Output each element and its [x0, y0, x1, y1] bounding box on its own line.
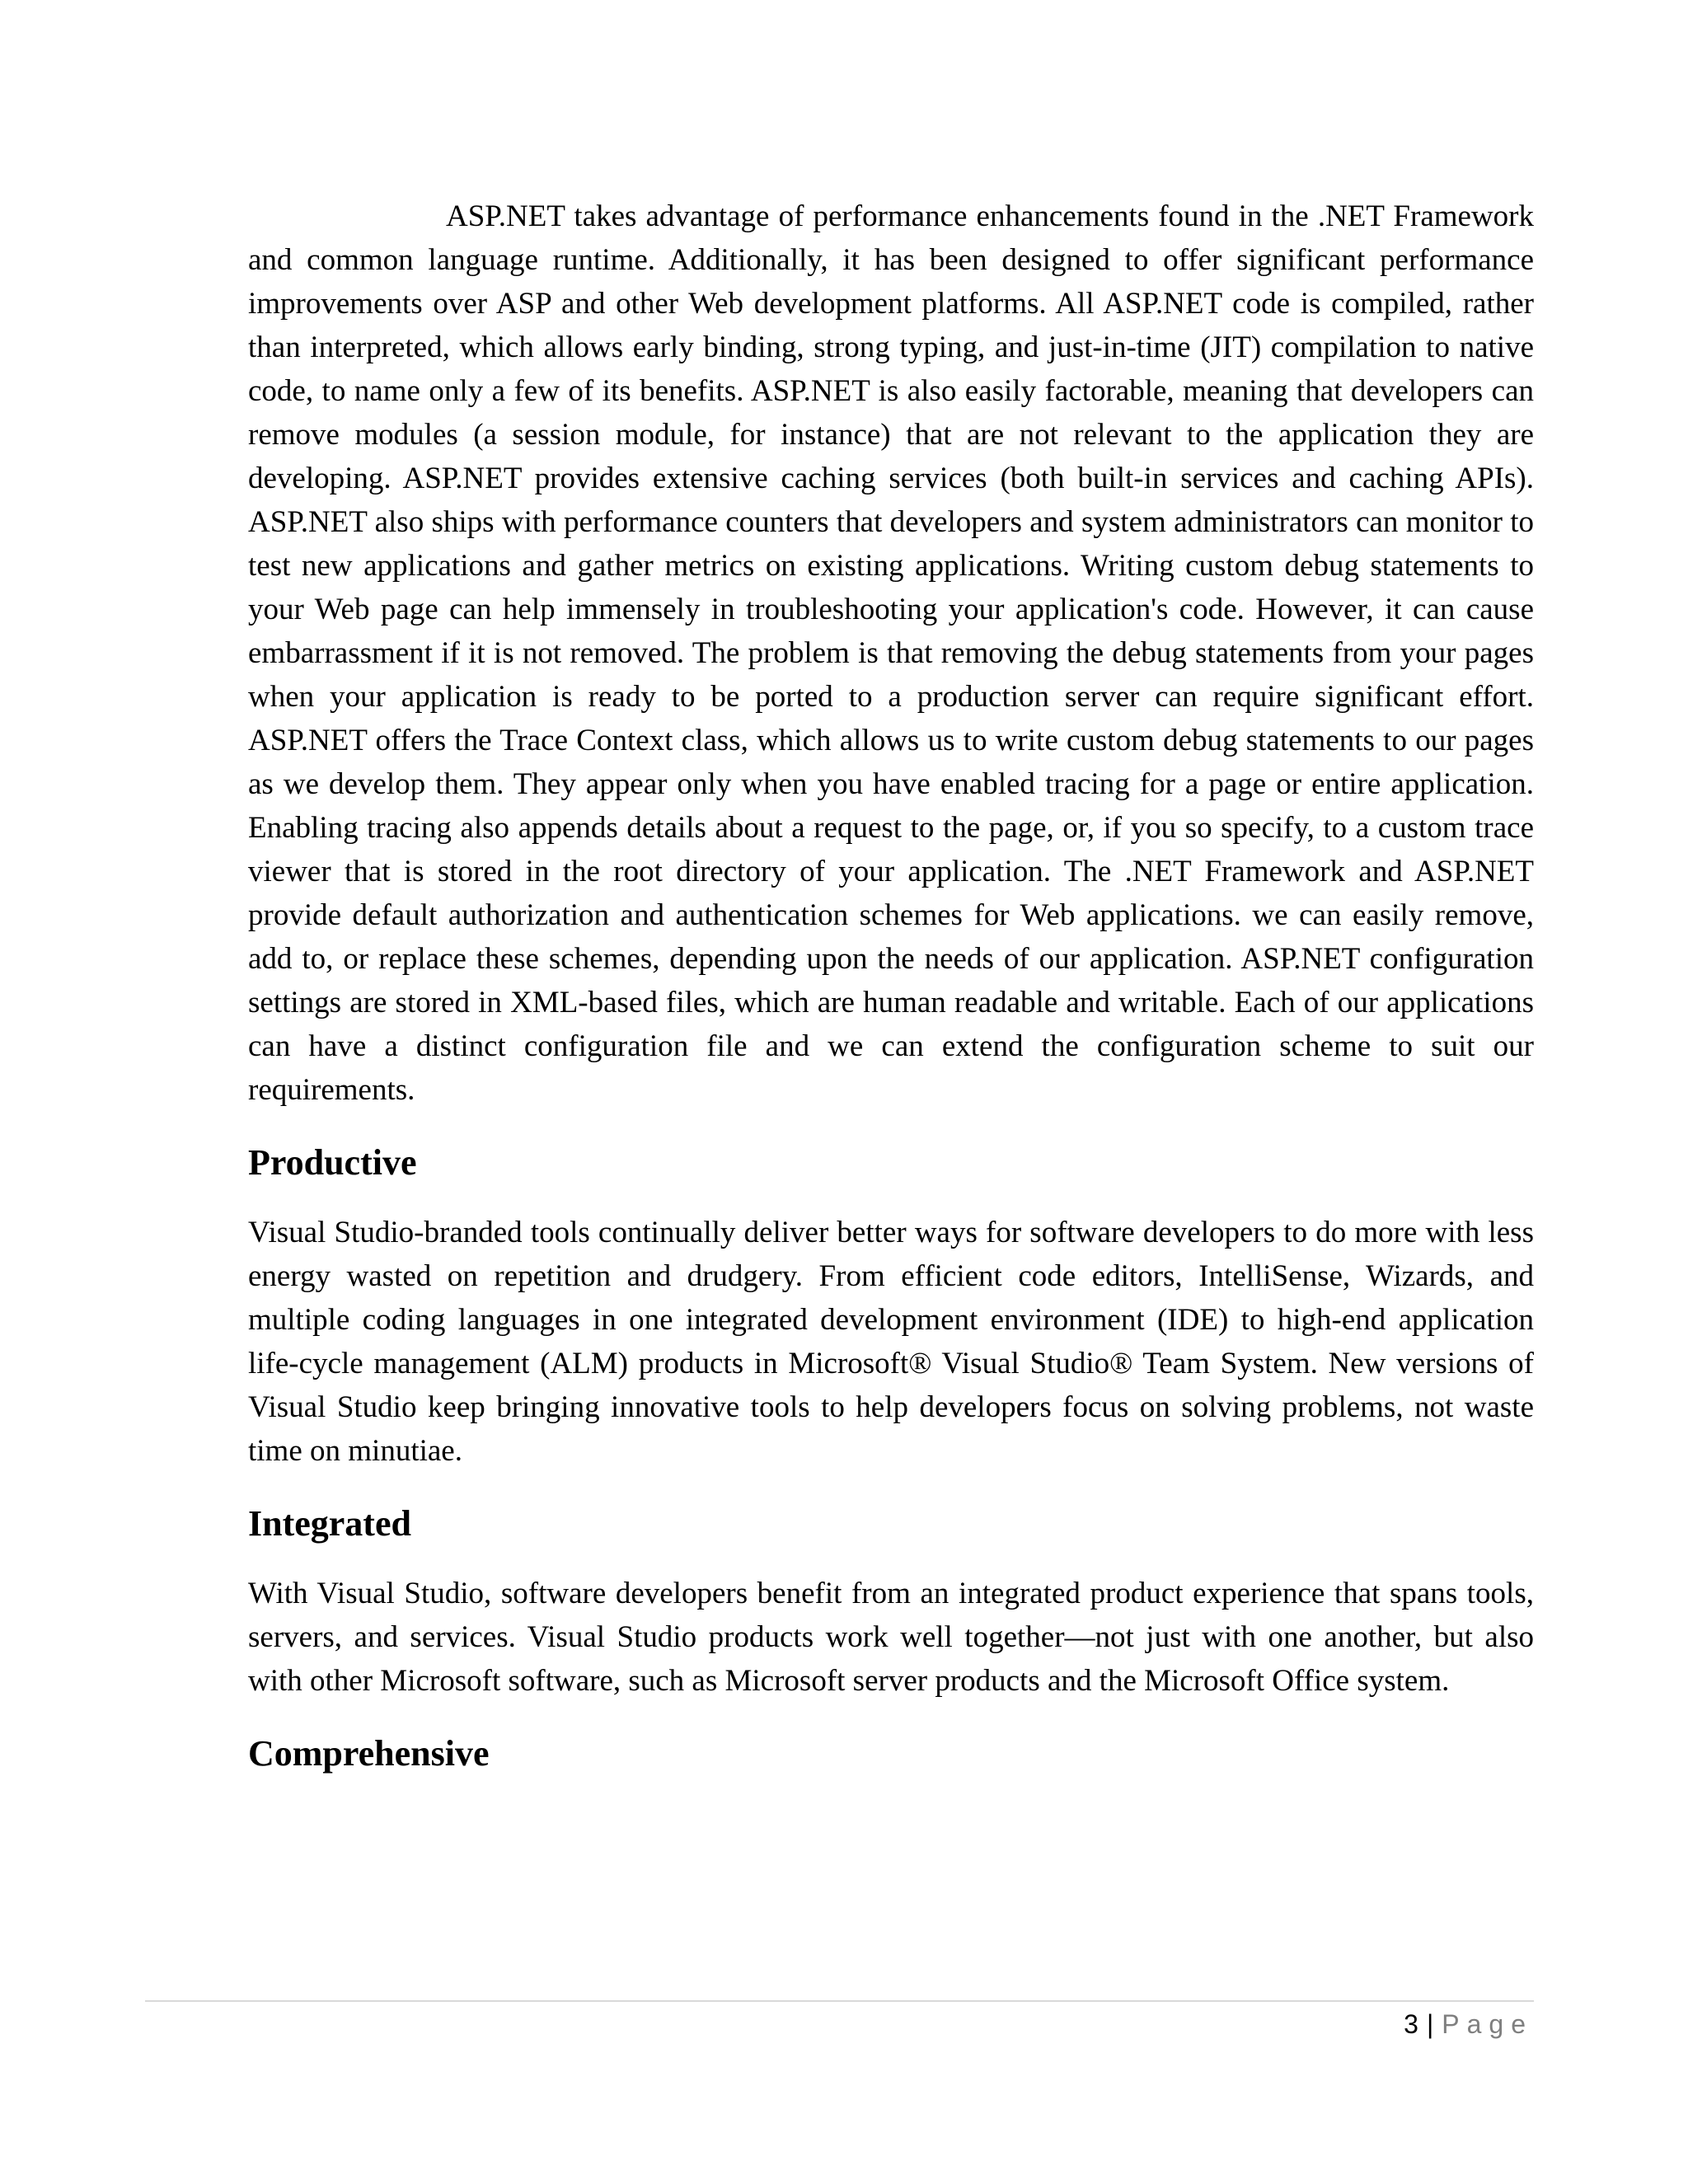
- page-label: Page: [1442, 2009, 1533, 2039]
- page-content: [248, 194, 1534, 1802]
- section-body-integrated: With Visual Studio, software developers benefit from an integrated product experience that spans tools, servers, and services. Visual Studio products work well together—not just with one another, but also with other Microsoft software, such as Microsoft server products and the Microsoft Office system.: [248, 1577, 1534, 1698]
- section-heading-integrated: Integrated: [248, 1503, 411, 1544]
- intro-paragraph: ASP.NET takes advantage of performance enhancements found in the .NET Framework and common language runtime. Additionally, it has been designed to offer significant performance improvements over ASP and other Web development platforms. All ASP.NET code is compiled, rather than interpreted, which allows early binding, strong typing, and just-in-time (JIT) compilation to native code, to name only a few of its benefits. ASP.NET is also easily factorable, meaning that developers can remove modules (a session module, for instance) that are not relevant to the application they are developing. ASP.NET provides extensive caching services (both built-in services and caching APIs). ASP.NET also ships with performance counters that developers and system administrators can monitor to test new applications and gather metrics on existing applications. Writing custom debug statements to your Web page can help immensely in troubleshooting your application's code. However, it can cause embarrassment if it is not removed. The problem is that removing the debug statements from your pages when your application is ready to be ported to a production server can require significant effort. ASP.NET offers the Trace Context class, which allows us to write custom debug statements to our pages as we develop them. They appear only when you have enabled tracing for a page or entire application. Enabling tracing also appends details about a request to the page, or, if you so specify, to a custom trace viewer that is stored in the root directory of your application. The .NET Framework and ASP.NET provide default authorization and authentication schemes for Web applications. we can easily remove, add to, or replace these schemes, depending upon the needs of our application. ASP.NET configuration settings are stored in XML-based files, which are human readable and writable. Each of our applications can have a distinct configuration file and we can extend the configuration scheme to suit our requirements.: [248, 199, 1534, 1107]
- page-number: 3: [1404, 2009, 1418, 2039]
- section-heading-comprehensive: Comprehensive: [248, 1733, 490, 1774]
- section-heading-productive: Productive: [248, 1142, 417, 1183]
- footer-divider: [145, 2000, 1534, 2002]
- section-body-productive: Visual Studio-branded tools continually deliver better ways for software developers to do more with less energy wasted on repetition and drudgery. From efficient code editors, IntelliSense, Wizards, and multiple coding languages in one integrated development environment (IDE) to high-end application life-cycle management (ALM) products in Microsoft® Visual Studio® Team System. New versions of Visual Studio keep bringing innovative tools to help developers focus on solving problems, not waste time on minutiae.: [248, 1216, 1534, 1468]
- footer-separator: |: [1426, 2009, 1434, 2039]
- page-footer: [1404, 2008, 1533, 2041]
